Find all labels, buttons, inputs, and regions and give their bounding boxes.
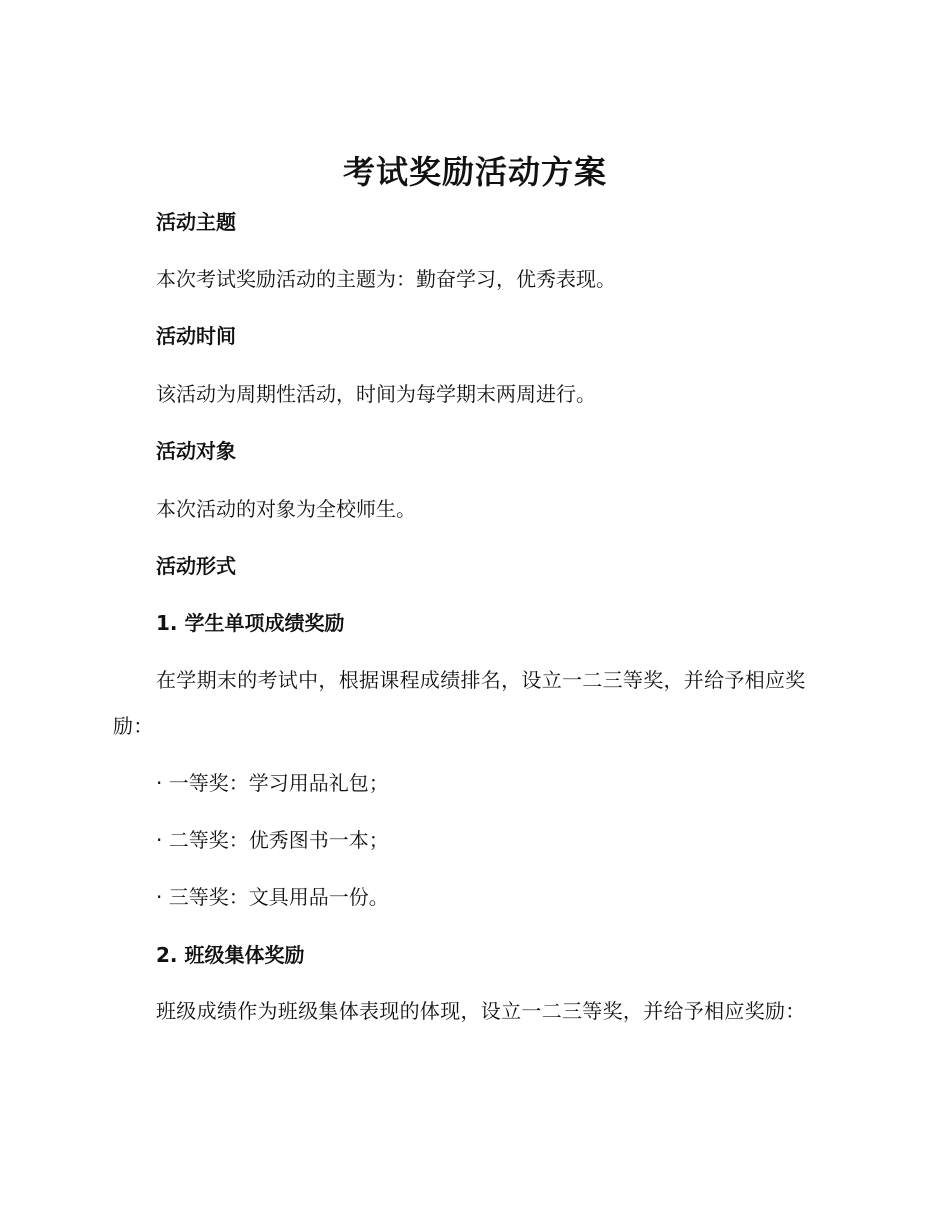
bullet-third-prize: · 三等奖：文具用品一份。 (156, 885, 389, 909)
paragraph-student-award: 在学期末的考试中，根据课程成绩排名，设立一二三等奖，并给予相应奖励： (113, 668, 806, 738)
paragraph-class-award: 班级成绩作为班级集体表现的体现，设立一二三等奖，并给予相应奖励： (156, 999, 806, 1023)
section-text-target: 本次活动的对象为全校师生。 (156, 497, 416, 521)
subsection-heading-class-award: 2. 班级集体奖励 (156, 943, 305, 967)
section-heading-time: 活动时间 (156, 324, 236, 348)
bullet-second-prize: · 二等奖：优秀图书一本； (156, 828, 389, 852)
document-title: 考试奖励活动方案 (342, 153, 607, 191)
section-text-time: 该活动为周期性活动，时间为每学期末两周进行。 (156, 382, 596, 406)
section-heading-target: 活动对象 (156, 439, 236, 463)
bullet-first-prize: · 一等奖：学习用品礼包； (156, 771, 389, 795)
section-text-theme: 本次考试奖励活动的主题为：勤奋学习，优秀表现。 (156, 267, 616, 291)
subsection-heading-student-award: 1. 学生单项成绩奖励 (156, 611, 345, 635)
section-heading-theme: 活动主题 (156, 210, 236, 234)
section-heading-form: 活动形式 (156, 554, 236, 578)
